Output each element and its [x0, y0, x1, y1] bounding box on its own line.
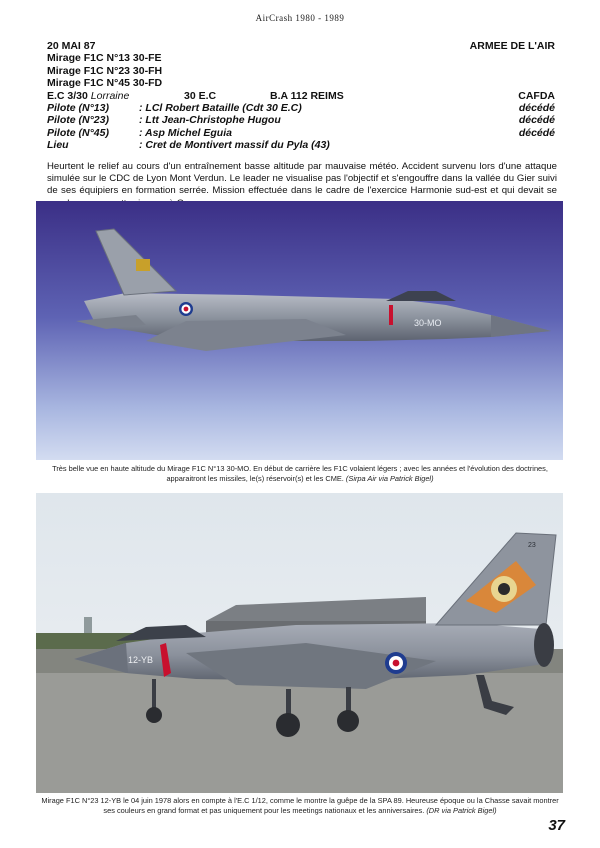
place-label: Lieu [47, 139, 69, 152]
photo2-caption [40, 796, 560, 815]
inflight-photo-illustration [36, 201, 563, 460]
photo1-credit: (Sirpa Air via Patrick Bigel) [345, 473, 434, 483]
pilot-status: décédé [518, 114, 555, 127]
pilot-name: : Asp Michel Eguia [139, 126, 232, 139]
pilot-status: décédé [518, 101, 555, 114]
air-base: B.A 112 REIMS [270, 89, 344, 102]
photo2-credit: (DR via Patrick Bigel) [426, 805, 497, 815]
service-branch: ARMEE DE L'AIR [469, 40, 555, 52]
aircraft-type: Mirage F1C [47, 64, 104, 77]
pilot-label: Pilote (N°13) [47, 101, 109, 114]
aircraft-row [47, 65, 555, 77]
accident-narrative: Heurtent le relief au cours d'un entraînement basse altitude par mauvaise météo. Accident survenu lors d'une attaque simulée sur le CDC de Lyon Mont Verdun. Le leader ne visualise pas l'objectif et s'engouffre dans la vallée du Gier suivi de ses équipiers en formation serrée. Mission effectuée dans le cadre de l'exercice Harmonie sud-est et qui devait se [47, 161, 557, 197]
inflight-aircraft-marking: 30-MO [414, 318, 442, 328]
photo-inflight-mirage [36, 201, 563, 460]
aircraft-row [47, 77, 555, 89]
date-row [47, 40, 555, 52]
aircraft-type: Mirage F1C [47, 52, 104, 65]
aircraft-type: Mirage F1C [47, 77, 104, 90]
ground-aircraft-marking: 12-YB [128, 655, 154, 665]
page-number: 37 [548, 817, 565, 834]
aircraft-code: 30-FD [132, 77, 163, 90]
command: CAFDA [518, 89, 555, 102]
aircraft-row [47, 52, 555, 64]
pilot-row [47, 127, 555, 139]
unit-name: Lorraine [90, 89, 130, 102]
squadron: 30 E.C [184, 89, 217, 102]
running-header: AirCrash 1980 - 1989 [255, 13, 345, 23]
pilot-row [47, 114, 555, 126]
unit: E.C 3/30 [47, 89, 88, 102]
place-row [47, 139, 555, 151]
pilot-status: décédé [518, 126, 555, 139]
photo2-caption-text: Mirage F1C N°23 12-YB le 04 juin 1978 alors en compte à l'E.C 1/12, comme le montre la guêpe de la SPA 89. Heureuse époque ou la Chasse savait montrer ses couleurs en grand format et pas uniquement pour les meetings nationaux et les anniversaires. [41, 796, 559, 815]
ground-photo-illustration [36, 493, 563, 793]
photo1-caption-text: Très belle vue en haute altitude du Mirage F1C N°13 30-MO. En début de carrière les F1C volaient légers ; avec les années et l'évolution des doctrines, apparaitront les missiles, le(s) réservoir(s) et les CME. [52, 464, 548, 483]
pilot-name: : Ltt Jean-Christophe Hugou [139, 114, 281, 127]
pilot-name: : LCl Robert Bataille (Cdt 30 E.C) [139, 101, 302, 114]
aircraft-number: N°45 [106, 77, 130, 90]
aircraft-code: 30-FE [132, 52, 162, 65]
photo1-caption [40, 464, 560, 483]
aircraft-code: 30-FH [132, 64, 163, 77]
pilot-label: Pilote (N°45) [47, 126, 109, 139]
unit-row [47, 90, 555, 102]
photo-ground-mirage [36, 493, 563, 793]
accident-record [47, 40, 555, 152]
aircraft-number: N°23 [106, 64, 130, 77]
pilot-row [47, 102, 555, 114]
ground-tail-number: 23 [528, 542, 536, 549]
place-value: : Cret de Montivert massif du Pyla (43) [139, 139, 330, 152]
pilot-label: Pilote (N°23) [47, 114, 109, 127]
aircraft-number: N°13 [106, 52, 130, 65]
accident-date: 20 MAI 87 [47, 40, 96, 52]
